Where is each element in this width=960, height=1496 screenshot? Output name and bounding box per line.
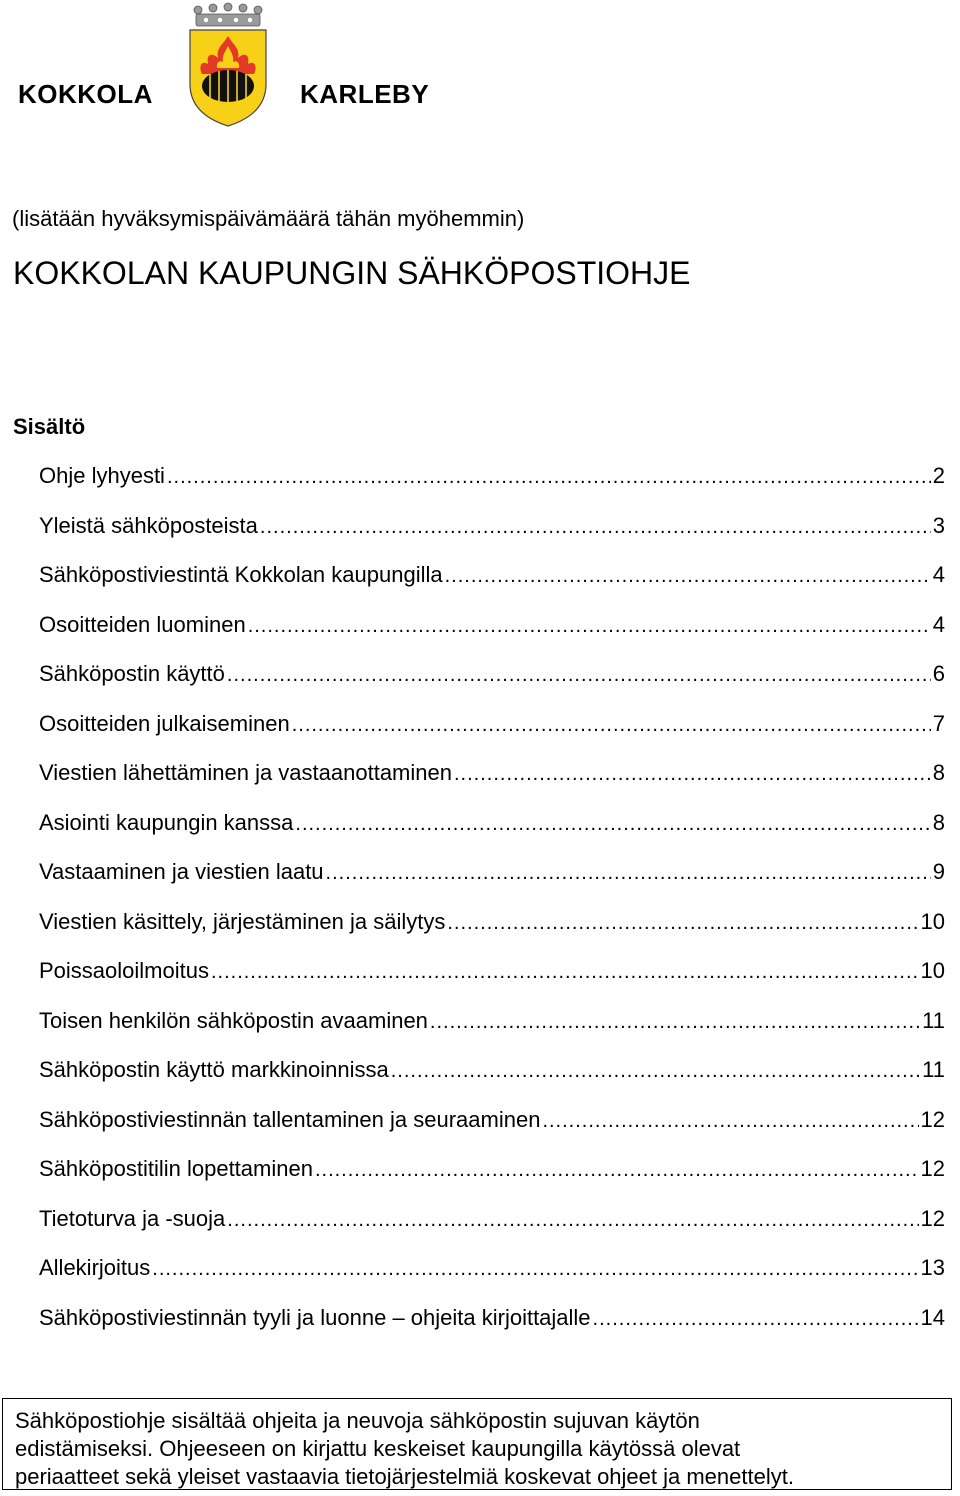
toc-entry[interactable]	[39, 1106, 945, 1156]
approval-date-note: (lisätään hyväksymispäivämäärä tähän myöhemmin)	[12, 206, 525, 231]
toc-entry-page-number: 8	[932, 760, 945, 785]
logo-text-karleby: KARLEBY	[300, 79, 430, 109]
toc-entry[interactable]	[39, 1056, 945, 1106]
table-of-contents	[39, 462, 945, 1353]
summary-line: edistämiseksi. Ohjeeseen on kirjattu keskeiset kaupungilla käytössä olevat	[15, 1436, 741, 1461]
toc-entry-page-number: 10	[920, 958, 945, 983]
toc-entry-label: Osoitteiden luominen	[39, 611, 246, 637]
toc-entry-page-number: 10	[920, 908, 945, 934]
toc-entry[interactable]	[39, 512, 945, 562]
toc-entry-page-number: 11	[922, 1007, 945, 1033]
toc-dot-leader	[260, 513, 931, 541]
logo-text-kokkola: KOKKOLA	[18, 79, 153, 109]
toc-entry-page-number: 14	[920, 1304, 945, 1330]
toc-dot-leader	[211, 958, 919, 986]
city-coat-of-arms-icon	[186, 2, 270, 128]
toc-entry[interactable]	[39, 660, 945, 710]
toc-heading: Sisältö	[13, 414, 86, 439]
toc-entry[interactable]	[39, 1254, 945, 1304]
toc-entry[interactable]	[39, 1205, 945, 1255]
toc-entry[interactable]	[39, 1304, 945, 1354]
toc-entry[interactable]	[39, 1155, 945, 1205]
toc-entry[interactable]	[39, 957, 945, 1007]
toc-dot-leader	[152, 1255, 918, 1283]
toc-entry-label: Sähköpostitilin lopettaminen	[39, 1156, 313, 1181]
toc-entry-page-number: 2	[932, 463, 945, 488]
toc-entry-label: Toisen henkilön sähköpostin avaaminen	[39, 1007, 428, 1033]
toc-entry[interactable]	[39, 462, 945, 512]
toc-dot-leader	[315, 1156, 919, 1184]
toc-entry-page-number: 13	[920, 1255, 945, 1280]
toc-entry[interactable]	[39, 858, 945, 908]
toc-entry-page-number: 8	[932, 809, 945, 835]
toc-dot-leader	[593, 1305, 919, 1333]
toc-dot-leader	[445, 562, 931, 590]
toc-entry-label: Sähköpostiviestintä Kokkolan kaupungilla	[39, 562, 443, 587]
toc-entry-label: Osoitteiden julkaiseminen	[39, 710, 290, 736]
toc-dot-leader	[248, 612, 931, 640]
toc-dot-leader	[454, 760, 931, 788]
toc-entry-label: Sähköpostiviestinnän tallentaminen ja seuraaminen	[39, 1106, 541, 1132]
toc-dot-leader	[430, 1008, 920, 1036]
toc-entry-label: Sähköpostin käyttö markkinoinnissa	[39, 1057, 389, 1082]
toc-entry-page-number: 11	[922, 1057, 945, 1082]
toc-entry[interactable]	[39, 1007, 945, 1057]
toc-entry-page-number: 12	[920, 1205, 945, 1231]
toc-entry[interactable]	[39, 809, 945, 859]
toc-entry-page-number: 4	[932, 562, 945, 587]
toc-entry[interactable]	[39, 710, 945, 760]
toc-entry-page-number: 12	[920, 1156, 945, 1181]
toc-dot-leader	[227, 661, 931, 689]
toc-entry[interactable]	[39, 561, 945, 611]
summary-line: Sähköpostiohje sisältää ohjeita ja neuvoja sähköpostin sujuvan käytön	[15, 1408, 700, 1433]
toc-entry-page-number: 6	[932, 661, 945, 686]
toc-dot-leader	[295, 810, 930, 838]
toc-entry-label: Vastaaminen ja viestien laatu	[39, 859, 324, 884]
toc-entry-label: Ohje lyhyesti	[39, 463, 165, 488]
toc-dot-leader	[292, 711, 931, 739]
toc-dot-leader	[447, 909, 918, 937]
toc-entry-label: Viestien käsittely, järjestäminen ja säilytys	[39, 908, 446, 934]
toc-dot-leader	[542, 1107, 918, 1135]
toc-entry-label: Sähköpostin käyttö	[39, 661, 225, 686]
toc-entry-label: Tietoturva ja -suoja	[39, 1205, 226, 1231]
toc-dot-leader	[326, 859, 931, 887]
toc-entry-page-number: 3	[932, 512, 945, 538]
toc-dot-leader	[227, 1206, 918, 1234]
toc-entry-label: Poissaoloilmoitus	[39, 958, 209, 983]
toc-entry-label: Allekirjoitus	[39, 1255, 151, 1280]
document-title: KOKKOLAN KAUPUNGIN SÄHKÖPOSTIOHJE	[13, 255, 691, 291]
toc-entry-label: Sähköpostiviestinnän tyyli ja luonne – ohjeita kirjoittajalle	[39, 1304, 591, 1330]
toc-entry-page-number: 12	[920, 1106, 945, 1132]
toc-entry-page-number: 7	[932, 710, 945, 736]
toc-dot-leader	[167, 463, 931, 491]
toc-entry-page-number: 4	[932, 611, 945, 637]
toc-entry-label: Asiointi kaupungin kanssa	[39, 809, 294, 835]
toc-entry-label: Yleistä sähköposteista	[39, 512, 258, 538]
summary-line: periaatteet sekä yleiset vastaavia tietojärjestelmiä koskevat ohjeet ja menettelyt.	[15, 1464, 794, 1489]
toc-entry-label: Viestien lähettäminen ja vastaanottaminen	[39, 760, 452, 785]
summary-box	[2, 1398, 952, 1490]
toc-entry-page-number: 9	[932, 859, 945, 884]
toc-dot-leader	[391, 1057, 920, 1085]
toc-entry[interactable]	[39, 908, 945, 958]
toc-entry[interactable]	[39, 611, 945, 661]
toc-entry[interactable]	[39, 759, 945, 809]
city-logo	[18, 2, 430, 128]
